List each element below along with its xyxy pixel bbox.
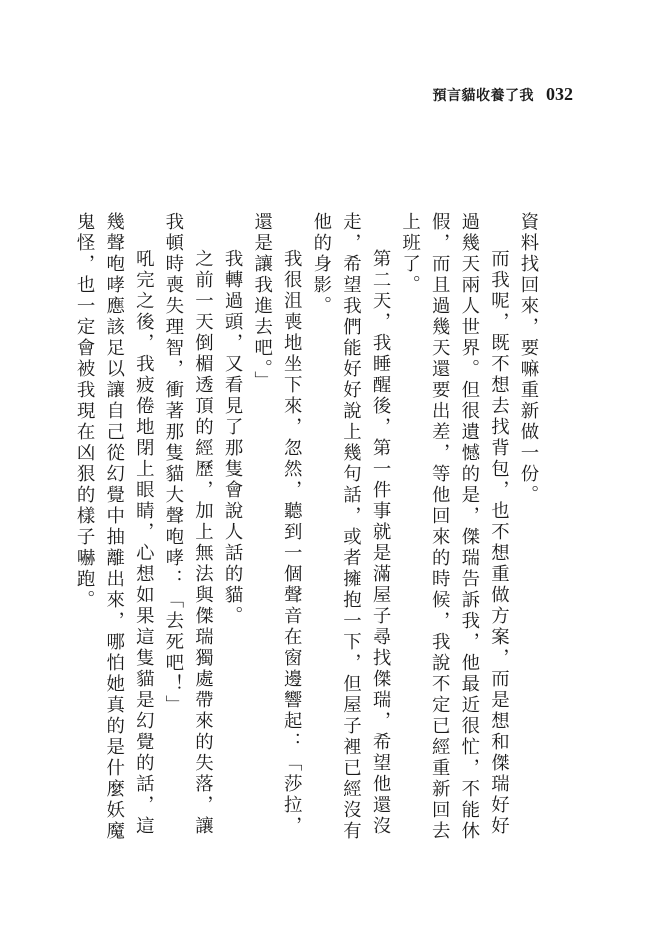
vertical-body-text (70, 212, 544, 844)
paragraph: 第二天，我睡醒後，第一件事就是滿屋子尋找傑瑞，希望他還沒走，希望我們能好好說上幾句話，或者擁抱一下，但屋子裡已經沒有他的身影。 (310, 212, 392, 842)
running-header (433, 84, 574, 105)
paragraph: 資料找回來，要嘛重新做一份。 (518, 212, 539, 506)
page-number: 032 (546, 84, 573, 104)
paragraph: 我很沮喪地坐下來，忽然，聽到一個聲音在窗邊響起：「莎拉，還是讓我進去吧。」 (251, 212, 303, 837)
paragraph: 之前一天倒楣透頂的經歷，加上無法與傑瑞獨處帶來的失落，讓我頓時喪失理智，衝著那隻貓大聲咆哮：「去死吧！」 (162, 212, 214, 837)
paragraph: 我轉過頭，又看見了那隻會說人話的貓。 (222, 248, 244, 627)
book-title: 預言貓收養了我 (432, 88, 534, 104)
paragraph: 而我呢，既不想去找背包，也不想重做方案，而是想和傑瑞好好過幾天兩人世界。但很遺憾的是，傑瑞告訴我，他最近很忙，不能休假，而且過幾天還要出差，等他回來的時候，我說不定已經重新回去上班了。 (399, 212, 510, 842)
paragraph: 吼完之後，我疲倦地閉上眼睛，心想如果這隻貓是幻覺的話，這幾聲咆哮應該足以讓自己從幻覺中抽離出來，哪怕她真的是什麼妖魔鬼怪，也一定會被我現在凶狠的樣子嚇跑。 (74, 212, 155, 842)
